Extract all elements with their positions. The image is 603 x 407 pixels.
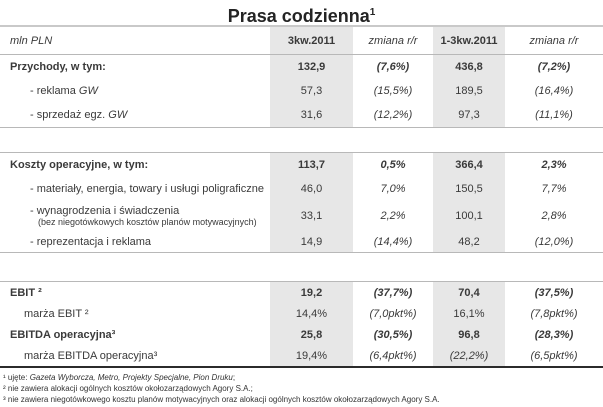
value-3kw: 19,4% <box>270 345 353 366</box>
value-1-3kw: 96,8 <box>433 324 505 345</box>
value-1-3kw: 436,8 <box>433 55 505 79</box>
value-1-3kw: 48,2 <box>433 231 505 252</box>
row-label <box>0 324 270 345</box>
value-zmiana-1-3kw: (12,0%) <box>534 235 574 248</box>
value-zmiana-1-3kw: (7,8pkt%) <box>530 307 578 320</box>
value-1-3kw: 16,1% <box>433 303 505 324</box>
value-zmiana-3kw: (7,0pkt%) <box>369 307 417 320</box>
page-title-text: Prasa codzienna <box>227 6 370 26</box>
section-wyniki <box>0 281 603 368</box>
value-zmiana-1-3kw: (28,3%) <box>534 328 574 341</box>
footnote-1: ¹ ujęte: Gazeta Wyborcza, Metro, Projekty Specjalne, Pion Druku; <box>3 373 236 382</box>
header-unit-label: mln PLN <box>10 34 53 47</box>
row-label-text: EBITDA operacyjna³ <box>10 328 116 341</box>
value-3kw: 31,6 <box>270 103 353 127</box>
row-label-text: - materiały, energia, towary i usługi poligraficzne <box>30 183 264 195</box>
value-zmiana-3kw: (14,4%) <box>373 235 413 248</box>
row-reklama-gw <box>0 79 603 103</box>
row-reprezentacja-reklama <box>0 231 603 252</box>
value-zmiana-1-3kw: 2,8% <box>541 210 567 222</box>
page-title <box>228 6 376 26</box>
row-materialy-energia <box>0 177 603 201</box>
value-3kw: 25,8 <box>270 324 353 345</box>
header-col-zmiana-1: zmiana r/r <box>368 34 418 47</box>
value-zmiana-1-3kw: (7,2%) <box>537 61 571 73</box>
section-przychody <box>0 55 603 128</box>
footnote-2: ² nie zawiera alokacji ogólnych kosztów okołozarządowych Agory S.A.; <box>3 384 253 393</box>
value-zmiana-1-3kw: (11,1%) <box>535 109 573 121</box>
value-3kw: 46,0 <box>270 177 353 201</box>
value-3kw: 19,2 <box>270 282 353 303</box>
value-1-3kw: 70,4 <box>433 282 505 303</box>
value-3kw: 113,7 <box>270 153 353 177</box>
page-title-bar <box>0 0 603 27</box>
row-marza-ebit <box>0 303 603 324</box>
row-label-text: Koszty operacyjne, w tym: <box>10 159 149 171</box>
value-3kw: 33,1 <box>270 201 353 231</box>
row-label <box>0 103 270 127</box>
value-zmiana-1-3kw: 7,7% <box>541 183 567 195</box>
row-marza-ebitda-operacyjna <box>0 345 603 366</box>
row-label <box>0 231 270 252</box>
row-label <box>0 282 270 303</box>
value-1-3kw: 189,5 <box>433 79 505 103</box>
value-1-3kw: 150,5 <box>433 177 505 201</box>
row-ebit <box>0 282 603 303</box>
row-label <box>0 303 270 324</box>
value-zmiana-3kw: (30,5%) <box>373 328 413 341</box>
row-label <box>0 79 270 103</box>
row-label-text: EBIT ² <box>10 286 42 299</box>
value-zmiana-3kw: 0,5% <box>380 159 406 171</box>
row-label-text: Przychody, w tym: <box>10 61 106 73</box>
value-zmiana-3kw: (12,2%) <box>373 109 413 121</box>
row-koszty-operacyjne <box>0 153 603 177</box>
value-1-3kw: 100,1 <box>433 201 505 231</box>
row-label-text: - sprzedaż egz. GW <box>30 109 128 121</box>
value-zmiana-3kw: (15,5%) <box>373 85 413 97</box>
row-sprzedaz-egz-gw <box>0 103 603 127</box>
row-wynagrodzenia <box>0 201 603 231</box>
value-3kw: 14,9 <box>270 231 353 252</box>
value-zmiana-3kw: 2,2% <box>380 210 406 222</box>
title-footnote-ref: 1 <box>369 7 376 18</box>
section-koszty-operacyjne <box>0 152 603 253</box>
row-label-text: - wynagrodzenia i świadczenia <box>30 204 180 217</box>
value-zmiana-1-3kw: (6,5pkt%) <box>530 349 578 362</box>
table-header-row <box>0 27 603 55</box>
value-3kw: 14,4% <box>270 303 353 324</box>
row-label-text: marża EBITDA operacyjna³ <box>24 349 158 362</box>
value-zmiana-3kw: (37,7%) <box>373 286 413 299</box>
header-col-zmiana-2: zmiana r/r <box>529 34 579 47</box>
section-gap <box>0 253 603 281</box>
row-label <box>0 153 270 177</box>
row-sublabel-text: (bez niegotówkowych kosztów planów motywacyjnych) <box>38 216 257 227</box>
value-zmiana-1-3kw: (37,5%) <box>534 286 574 299</box>
value-zmiana-3kw: 7,0% <box>380 183 406 195</box>
row-label <box>0 177 270 201</box>
value-1-3kw: 97,3 <box>433 103 505 127</box>
value-1-3kw: (22,2%) <box>433 345 505 366</box>
row-label <box>0 201 270 231</box>
value-zmiana-3kw: (6,4pkt%) <box>369 349 417 362</box>
header-col-1-3kw2011: 1-3kw.2011 <box>433 27 505 54</box>
footnote-3: ³ nie zawiera niegotówkowego kosztu planów motywacyjnych oraz alokacji ogólnych kosztów okołozarządowych Agory S.A. <box>3 395 440 404</box>
row-label <box>0 55 270 79</box>
footnotes <box>0 368 603 405</box>
value-zmiana-3kw: (7,6%) <box>376 61 410 73</box>
row-label-text: - reklama GW <box>30 85 98 97</box>
row-ebitda-operacyjna <box>0 324 603 345</box>
value-zmiana-1-3kw: (16,4%) <box>534 85 574 97</box>
row-label-text: - reprezentacja i reklama <box>30 235 152 248</box>
value-3kw: 57,3 <box>270 79 353 103</box>
row-przychody <box>0 55 603 79</box>
row-label <box>0 345 270 366</box>
section-gap <box>0 128 603 152</box>
value-1-3kw: 366,4 <box>433 153 505 177</box>
header-col-3kw2011: 3kw.2011 <box>270 27 353 54</box>
row-label-text: marża EBIT ² <box>24 307 89 320</box>
value-3kw: 132,9 <box>270 55 353 79</box>
value-zmiana-1-3kw: 2,3% <box>541 159 567 171</box>
